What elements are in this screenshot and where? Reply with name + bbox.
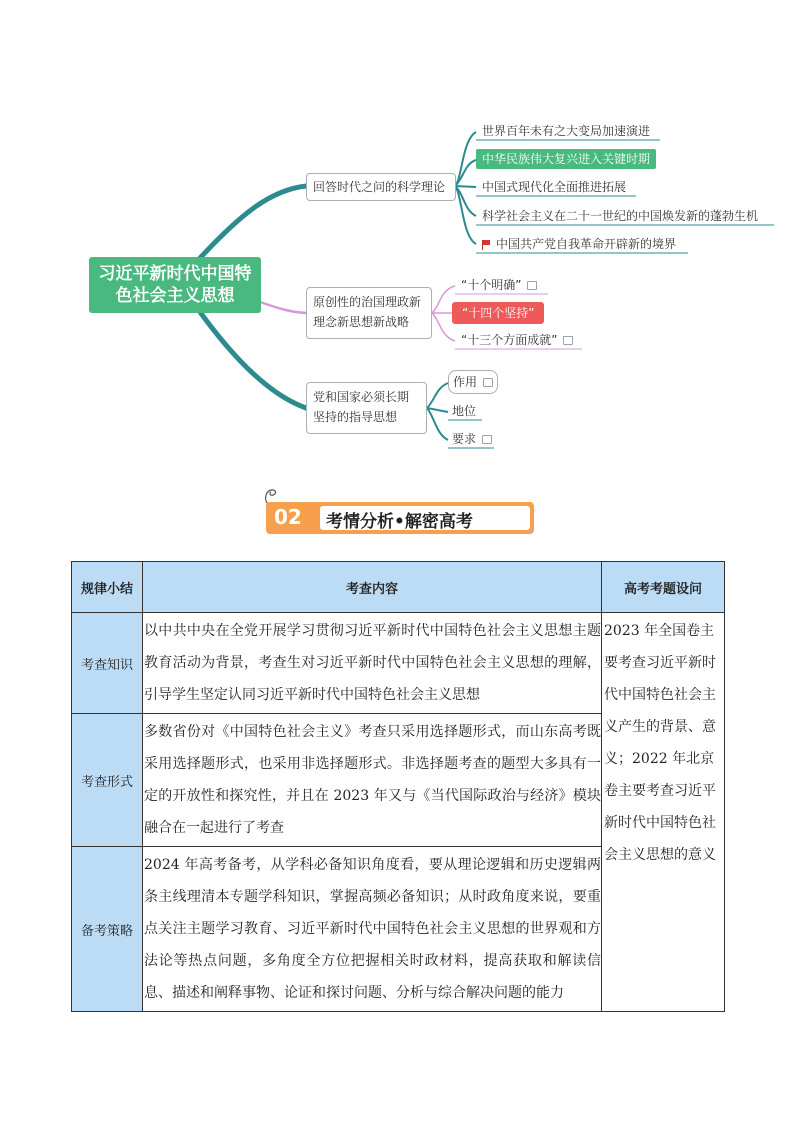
note-icon <box>563 336 573 345</box>
table-header-row <box>72 562 725 613</box>
leaf-b2-1[interactable] <box>461 276 537 294</box>
leaf-b3-2[interactable]: 地位 <box>452 404 477 418</box>
connector-b1-leaf-3 <box>455 186 476 187</box>
leaf-b1-3[interactable]: 中国式现代化全面推进拓展 <box>482 180 627 194</box>
flag-icon <box>482 240 490 250</box>
row-content-knowledge: 以中共中央在全党开展学习贯彻习近平新时代中国特色社会主义思想主题教育活动为背景，考查生对习近平新时代中国特色社会主义思想的理解，引导学生坚定认同习近平新时代中国特色社会主义思想 <box>143 613 602 714</box>
header-summary: 规律小结 <box>72 562 143 613</box>
row-label-format: 考查形式 <box>72 714 143 847</box>
connector-b3-leaf-1 <box>427 383 448 408</box>
leaf-b1-2[interactable]: 中华民族伟大复兴进入关键时期 <box>476 149 656 169</box>
section-number: 02 <box>274 505 302 529</box>
leaf-b1-5-label: 中国共产党自我革命开辟新的境界 <box>496 237 677 251</box>
leaf-b3-3-label: 要求 <box>452 432 477 446</box>
leaf-b1-4[interactable]: 科学社会主义在二十一世纪的中国焕发新的蓬勃生机 <box>482 209 759 223</box>
branch-governance-ideas[interactable]: 原创性的治国理政新理念新思想新战略 <box>306 287 432 339</box>
leaf-b2-3-label: “十三个方面成就” <box>461 333 558 347</box>
connector-root-branch-1 <box>200 186 306 258</box>
leaf-b3-1[interactable] <box>448 370 498 394</box>
row-content-strategy: 2024 年高考备考，从学科必备知识角度看，要从理论逻辑和历史逻辑两条主线理清本专题学科知识，掌握高频必备知识；从时政角度来说，要重点关注主题学习教育、习近平新时代中国特色社会主义思想的世界观和方法论等热点问题，多角度全方位把握相关时政材料，提高获取和解读信息、描述和阐释事物、论证和探讨问题、分析与综合解决问题的能力 <box>143 847 602 1012</box>
leaf-b3-3[interactable] <box>452 430 492 448</box>
header-question: 高考考题设问 <box>602 562 725 613</box>
header-content: 考查内容 <box>143 562 602 613</box>
leaf-b1-1[interactable]: 世界百年未有之大变局加速演进 <box>482 124 651 138</box>
note-icon <box>482 435 492 444</box>
branch-guiding-thought[interactable]: 党和国家必须长期坚持的指导思想 <box>306 382 427 434</box>
exam-analysis-table <box>71 561 725 1012</box>
leaf-b1-5[interactable] <box>482 235 676 253</box>
connector-b3-leaf-3 <box>427 408 448 440</box>
branch-scientific-theory[interactable]: 回答时代之问的科学理论 <box>306 173 456 201</box>
table-row <box>72 613 725 714</box>
exam-question-cell: 2023 年全国卷主要考查习近平新时代中国特色社会主义产生的背景、意义；2022 年北京卷主要考查习近平新时代中国特色社会主义思想的意义 <box>602 613 725 1012</box>
mind-map-root[interactable]: 习近平新时代中国特色社会主义思想 <box>89 257 261 313</box>
leaf-b3-1-label: 作用 <box>453 375 478 389</box>
connector-b1-leaf-1 <box>455 132 476 186</box>
connector-b1-leaf-2 <box>455 160 476 186</box>
row-label-strategy: 备考策略 <box>72 847 143 1012</box>
leaf-b2-2[interactable]: “十四个坚持” <box>452 302 544 324</box>
mind-map <box>0 0 794 470</box>
connector-root-branch-3 <box>200 312 306 408</box>
leaf-b2-1-label: “十个明确” <box>461 278 522 292</box>
section-title: 考情分析•解密高考 <box>326 512 473 532</box>
row-content-format: 多数省份对《中国特色社会主义》考查只采用选择题形式，而山东高考既采用选择题形式，也采用非选择题形式。非选择题考查的题型大多具有一定的开放性和探究性，并且在 2023 年又与《当代国际政治与经济》模块融合在一起进行了考查 <box>143 714 602 847</box>
note-icon <box>483 378 493 387</box>
note-icon <box>527 281 537 290</box>
row-label-knowledge: 考查知识 <box>72 613 143 714</box>
leaf-b2-3[interactable] <box>461 331 573 349</box>
section-header <box>262 486 534 548</box>
